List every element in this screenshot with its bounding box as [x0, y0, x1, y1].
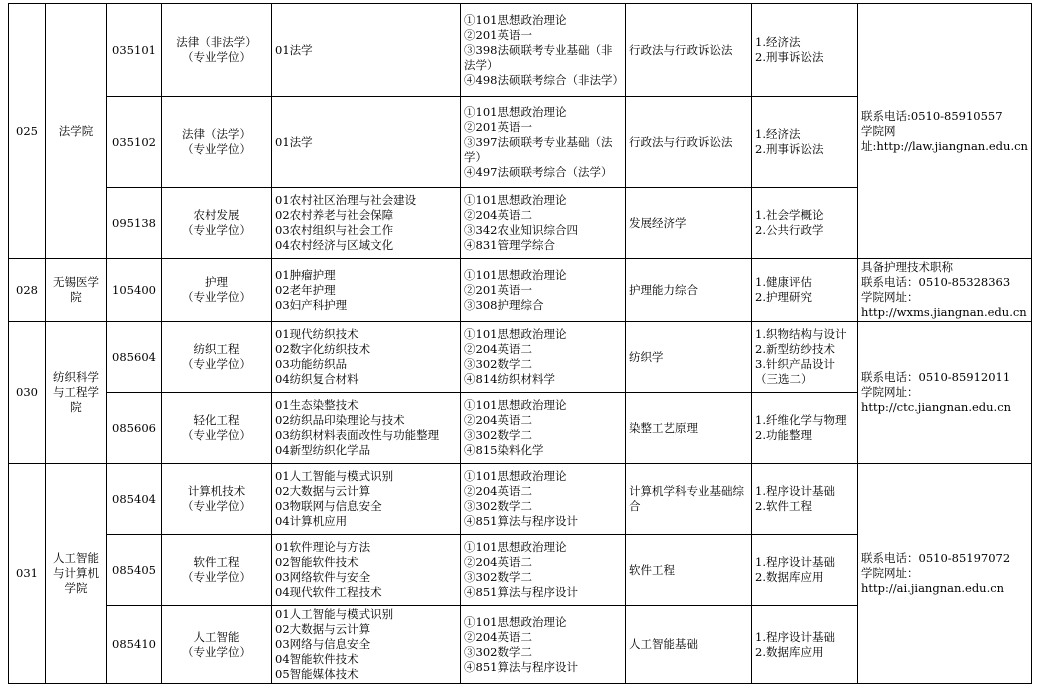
- research-directions: [272, 393, 461, 464]
- research-directions-line: 02大数据与云计算: [275, 484, 371, 498]
- retest-subject: [626, 393, 752, 464]
- research-directions-line: 03物联网与信息安全: [275, 499, 382, 513]
- research-directions-line: 02纺织品印染理论与技术: [275, 413, 405, 427]
- remarks-line: 学院网址：: [861, 385, 919, 399]
- equivalent-subjects: [752, 4, 858, 97]
- exam-subjects: [461, 97, 626, 188]
- college-name-line: 与工程学: [53, 385, 99, 399]
- exam-subjects-line: ③302数学二: [464, 570, 532, 584]
- research-directions: [272, 188, 461, 259]
- exam-subjects-line: ②201英语一: [464, 119, 532, 134]
- retest-subject: [626, 464, 752, 535]
- exam-subjects-line: ④497法硕联考综合（法学）: [464, 164, 613, 179]
- exam-subjects: [461, 322, 626, 393]
- exam-subjects-line: ④851算法与程序设计: [464, 659, 578, 674]
- exam-subjects: [461, 535, 626, 606]
- major-code: 085604: [107, 322, 162, 393]
- research-directions-line: 02农村养老与社会保障: [275, 208, 394, 222]
- exam-subjects-line: ②201英语一: [464, 27, 532, 42]
- equivalent-subjects-line: 2.护理研究: [755, 290, 812, 304]
- exam-subjects: [461, 606, 626, 684]
- major-code: 085404: [107, 464, 162, 535]
- exam-subjects-line: ①101思想政治理论: [464, 614, 567, 629]
- college-name-line: 人工智能: [53, 551, 99, 565]
- exam-subjects: [461, 393, 626, 464]
- retest-subject: [626, 259, 752, 322]
- remarks-line: http://ctc.jiangnan.edu.cn: [861, 400, 1012, 414]
- major-name: [162, 322, 272, 393]
- research-directions: [272, 606, 461, 684]
- retest-subject: [626, 535, 752, 606]
- exam-subjects: [461, 4, 626, 97]
- equivalent-subjects-line: 2.刑事诉讼法: [755, 50, 824, 64]
- major-code: 095138: [107, 188, 162, 259]
- research-directions-line: 02数字化纺织技术: [275, 342, 371, 356]
- exam-subjects-line: ②204英语二: [464, 555, 532, 569]
- table-row: [9, 464, 1032, 535]
- college-name: [46, 4, 107, 259]
- exam-subjects-line: ①101思想政治理论: [464, 540, 567, 554]
- exam-subjects-line: ④831管理学综合: [464, 238, 555, 252]
- equivalent-subjects-line: 2.数据库应用: [755, 570, 824, 584]
- research-directions-line: 01人工智能与模式识别: [275, 469, 394, 483]
- equivalent-subjects-line: 1.健康评估: [755, 275, 812, 289]
- exam-subjects-line: ①101思想政治理论: [464, 12, 567, 27]
- admissions-catalog-table: [8, 3, 1032, 684]
- equivalent-subjects-line: 1.程序设计基础: [755, 555, 835, 569]
- research-directions-line: 01农村社区治理与社会建设: [275, 193, 417, 207]
- major-name-line: （专业学位）: [182, 50, 251, 64]
- major-name-line: 纺织工程: [193, 342, 240, 356]
- research-directions: [272, 322, 461, 393]
- research-directions: [272, 4, 461, 97]
- equivalent-subjects: [752, 188, 858, 259]
- equivalent-subjects: [752, 259, 858, 322]
- equivalent-subjects-line: 3.针织产品设计: [755, 357, 835, 371]
- equivalent-subjects-line: 1.程序设计基础: [755, 484, 835, 498]
- college-name-line: 院: [70, 290, 82, 304]
- exam-subjects-line: ③302数学二: [464, 428, 532, 442]
- retest-subject: [626, 606, 752, 684]
- major-name: [162, 97, 272, 188]
- major-name-line: （专业学位）: [182, 357, 251, 371]
- research-directions-line: 03网络与信息安全: [275, 637, 371, 651]
- research-directions-line: 03妇产科护理: [275, 297, 348, 312]
- research-directions-line: 01法学: [275, 42, 313, 57]
- equivalent-subjects-line: 2.软件工程: [755, 499, 812, 513]
- remarks-line: 址:http://law.jiangnan.edu.cn: [861, 138, 1028, 153]
- exam-subjects-line: ④814纺织材料学: [464, 372, 555, 386]
- table-row: [9, 259, 1032, 322]
- exam-subjects-line: ①101思想政治理论: [464, 267, 567, 282]
- equivalent-subjects-line: 1.织物结构与设计: [755, 327, 847, 341]
- exam-subjects-line: ④498法硕联考综合（非法学）: [464, 72, 624, 87]
- major-name-line: （专业学位）: [182, 290, 251, 304]
- college-code: 031: [9, 464, 46, 684]
- exam-subjects-line: ④815染料化学: [464, 443, 544, 457]
- equivalent-subjects-line: 1.社会学概论: [755, 208, 824, 222]
- major-name-line: （专业学位）: [182, 644, 251, 659]
- college-name: [46, 464, 107, 684]
- college-code: 030: [9, 322, 46, 464]
- remarks-line: http://wxms.jiangnan.edu.cn: [861, 305, 1027, 319]
- major-name-line: （专业学位）: [182, 223, 251, 237]
- exam-subjects-line: ②204英语二: [464, 342, 532, 356]
- remarks: [858, 4, 1032, 259]
- remarks: [858, 322, 1032, 464]
- equivalent-subjects-line: 2.公共行政学: [755, 223, 824, 237]
- major-name: [162, 535, 272, 606]
- research-directions-line: 01生态染整技术: [275, 398, 359, 412]
- equivalent-subjects-line: 1.纤维化学与物理: [755, 413, 847, 427]
- exam-subjects-line: ①101思想政治理论: [464, 193, 567, 207]
- remarks-line: http://ai.jiangnan.edu.cn: [861, 581, 1005, 595]
- exam-subjects-line: ②204英语二: [464, 208, 532, 222]
- exam-subjects-line: ③302数学二: [464, 357, 532, 371]
- research-directions-line: 03网络软件与安全: [275, 570, 371, 584]
- research-directions-line: 04现代软件工程技术: [275, 585, 382, 599]
- retest-subject-line: 行政法与行政诉讼法: [629, 134, 733, 149]
- exam-subjects: [461, 259, 626, 322]
- retest-subject: [626, 97, 752, 188]
- major-name: [162, 393, 272, 464]
- major-code: 085410: [107, 606, 162, 684]
- retest-subject-line: 染整工艺原理: [629, 420, 698, 435]
- equivalent-subjects-line: 1.经济法: [755, 127, 801, 141]
- remarks-line: 联系电话：0510-85912011: [861, 370, 1011, 384]
- equivalent-subjects: [752, 535, 858, 606]
- exam-subjects-line: ②201英语一: [464, 282, 532, 297]
- major-code: 105400: [107, 259, 162, 322]
- major-name: [162, 606, 272, 684]
- research-directions-line: 02大数据与云计算: [275, 622, 371, 636]
- college-name-line: 纺织科学: [53, 370, 99, 384]
- research-directions-line: 01软件理论与方法: [275, 540, 371, 554]
- major-name-line: （专业学位）: [182, 499, 251, 513]
- research-directions-line: 01人工智能与模式识别: [275, 607, 394, 621]
- college-name: [46, 259, 107, 322]
- exam-subjects-line: ③397法硕联考专业基础（法学）: [464, 134, 613, 164]
- equivalent-subjects: [752, 322, 858, 393]
- remarks-line: 学院网址：: [861, 566, 919, 580]
- major-name-line: 人工智能: [193, 629, 240, 644]
- equivalent-subjects-line: 2.新型纺纱技术: [755, 342, 835, 356]
- remarks-line: 具备护理技术职称: [861, 260, 953, 274]
- research-directions-line: 03纺织材料表面改性与功能整理: [275, 428, 440, 442]
- exam-subjects: [461, 464, 626, 535]
- exam-subjects-line: ③302数学二: [464, 644, 532, 659]
- college-name: [46, 322, 107, 464]
- research-directions-line: 02老年护理: [275, 282, 336, 297]
- research-directions-line: 04计算机应用: [275, 514, 348, 528]
- equivalent-subjects: [752, 606, 858, 684]
- major-name-line: （专业学位）: [182, 142, 251, 156]
- exam-subjects-line: ③398法硕联考专业基础（非法学）: [464, 42, 613, 72]
- research-directions-line: 04智能软件技术: [275, 652, 359, 666]
- retest-subject-line: 计算机学科专业基础综合: [629, 484, 744, 513]
- research-directions: [272, 535, 461, 606]
- retest-subject-line: 软件工程: [629, 562, 675, 577]
- research-directions-line: 01现代纺织技术: [275, 327, 359, 341]
- college-name-line: 学院: [64, 581, 88, 595]
- equivalent-subjects: [752, 97, 858, 188]
- retest-subject: [626, 188, 752, 259]
- exam-subjects-line: ①101思想政治理论: [464, 398, 567, 412]
- remarks-line: 联系电话：0510-85328363: [861, 275, 1011, 289]
- research-directions-line: 02智能软件技术: [275, 555, 359, 569]
- research-directions: [272, 259, 461, 322]
- exam-subjects-line: ②204英语二: [464, 629, 532, 644]
- major-name-line: 农村发展: [193, 208, 240, 222]
- research-directions-line: 05智能媒体技术: [275, 667, 359, 681]
- remarks-line: 学院网: [861, 123, 896, 138]
- college-code: 025: [9, 4, 46, 259]
- exam-subjects-line: ③302数学二: [464, 499, 532, 513]
- exam-subjects-line: ④851算法与程序设计: [464, 514, 578, 528]
- exam-subjects-line: ③308护理综合: [464, 297, 544, 312]
- equivalent-subjects: [752, 464, 858, 535]
- remarks-line: 联系电话：0510-85197072: [861, 551, 1011, 565]
- retest-subject-line: 发展经济学: [629, 215, 687, 230]
- exam-subjects-line: ②204英语二: [464, 484, 532, 498]
- college-name-line: 法学院: [58, 123, 94, 138]
- major-name: [162, 188, 272, 259]
- major-name-line: （专业学位）: [182, 570, 251, 584]
- major-name: [162, 259, 272, 322]
- college-name-line: 与计算机: [53, 566, 99, 580]
- major-name-line: 法律（法学）: [182, 127, 251, 141]
- research-directions-line: 04纺织复合材料: [275, 372, 359, 386]
- research-directions-line: 04农村经济与区域文化: [275, 238, 394, 252]
- equivalent-subjects-line: 2.刑事诉讼法: [755, 142, 824, 156]
- equivalent-subjects: [752, 393, 858, 464]
- major-name-line: 软件工程: [193, 555, 240, 569]
- remarks-line: 联系电话:0510-85910557: [861, 108, 1003, 123]
- retest-subject-line: 护理能力综合: [629, 282, 698, 297]
- retest-subject-line: 纺织学: [629, 349, 664, 364]
- exam-subjects-line: ③342农业知识综合四: [464, 223, 578, 237]
- equivalent-subjects-line: 1.经济法: [755, 35, 801, 49]
- major-name-line: 护理: [205, 275, 228, 289]
- college-name-line: 无锡医学: [53, 275, 99, 289]
- research-directions: [272, 97, 461, 188]
- remarks: [858, 259, 1032, 322]
- major-name-line: （专业学位）: [182, 428, 251, 442]
- major-name-line: 轻化工程: [193, 413, 240, 427]
- college-code: 028: [9, 259, 46, 322]
- retest-subject: [626, 322, 752, 393]
- retest-subject-line: 行政法与行政诉讼法: [629, 42, 733, 57]
- retest-subject-line: 人工智能基础: [629, 637, 698, 651]
- major-name: [162, 4, 272, 97]
- research-directions: [272, 464, 461, 535]
- exam-subjects-line: ①101思想政治理论: [464, 327, 567, 341]
- research-directions-line: 04新型纺织化学品: [275, 443, 371, 457]
- remarks: [858, 464, 1032, 684]
- equivalent-subjects-line: 2.数据库应用: [755, 644, 824, 659]
- major-code: 035101: [107, 4, 162, 97]
- equivalent-subjects-line: 2.功能整理: [755, 428, 812, 442]
- remarks-line: 学院网址：: [861, 290, 919, 304]
- retest-subject: [626, 4, 752, 97]
- major-code: 035102: [107, 97, 162, 188]
- major-name: [162, 464, 272, 535]
- major-name-line: 法律（非法学）: [176, 35, 257, 49]
- exam-subjects: [461, 188, 626, 259]
- exam-subjects-line: ①101思想政治理论: [464, 104, 567, 119]
- research-directions-line: 01肿瘤护理: [275, 267, 336, 282]
- research-directions-line: 03功能纺织品: [275, 357, 348, 371]
- research-directions-line: 01法学: [275, 134, 313, 149]
- college-name-line: 院: [70, 400, 82, 414]
- exam-subjects-line: ④851算法与程序设计: [464, 585, 578, 599]
- exam-subjects-line: ②204英语二: [464, 413, 532, 427]
- major-name-line: 计算机技术: [187, 484, 246, 498]
- equivalent-subjects-line: 1.程序设计基础: [755, 629, 835, 644]
- exam-subjects-line: ①101思想政治理论: [464, 469, 567, 483]
- major-code: 085405: [107, 535, 162, 606]
- major-code: 085606: [107, 393, 162, 464]
- table-row: [9, 322, 1032, 393]
- equivalent-subjects-line: （三选二）: [755, 372, 813, 386]
- research-directions-line: 03农村组织与社会工作: [275, 223, 394, 237]
- table-row: [9, 4, 1032, 97]
